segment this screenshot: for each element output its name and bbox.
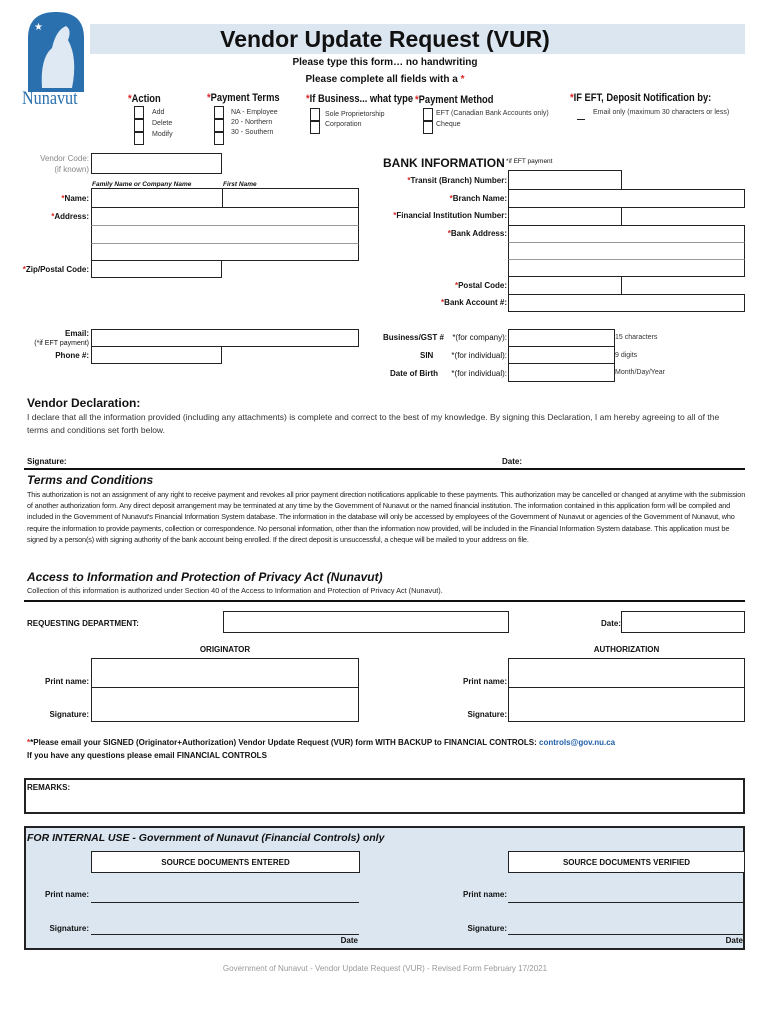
privacy-divider (24, 600, 745, 602)
checkbox-add[interactable] (134, 106, 144, 119)
checkbox-cheque[interactable] (423, 121, 433, 134)
option-email-only: Email only (maximum 30 characters or less) (593, 109, 730, 116)
verified-print-name-line[interactable] (508, 890, 745, 903)
source-documents-verified (508, 851, 745, 873)
originator-heading: ORIGINATOR (199, 645, 251, 654)
bank-info-note: *if EFT payment (506, 158, 553, 165)
bank-postal-input[interactable] (508, 276, 622, 295)
verified-signature-line[interactable] (508, 922, 745, 935)
checkbox-sole-proprietorship[interactable] (310, 108, 320, 121)
address-line-3-input[interactable] (91, 243, 359, 261)
address-line-1-input[interactable] (91, 207, 359, 226)
terms-text: This authorization is not an assignment of any right to receive payment and revokes all prior payment direction notifications applicable to these payments. This authorization may be cancelled or changed at anytime with the submission of another authorization form. Any direct deposit arrangement may be terminated at any time by the Government of Nunavut or the named financial institution. The information contained in this application form will be compiled and included in the Government of Nunavut's Financial Information System database. The information in the database will only be accessed by employees of the Government of Nunavut or agencies of the Government of Nunavut, who require the information to provide payments, collection or correspondence. No personal information, other than the information now provided, will be included in the Financial Information System database. This application must be signed by a person(s) with signing authority of the bank account being enrolled. If the direct deposit is unsuccessful, a cheque will be mailed to your address on file. (27, 490, 746, 544)
address-line-2-input[interactable] (91, 225, 359, 244)
controls-email-link[interactable]: controls@gov.nu.ca (539, 738, 616, 747)
subtitle-no-handwriting: Please type this form… no handwriting (292, 57, 478, 68)
authorization-heading: AUTHORIZATION (593, 645, 660, 654)
department-date-label: Date: (600, 619, 621, 628)
option-na-employee: NA - Employee (231, 109, 278, 116)
department-date-input[interactable] (621, 611, 745, 633)
transit-input[interactable] (508, 170, 622, 190)
phone-input[interactable] (91, 346, 222, 364)
authorization-signature-label: Signature: (467, 710, 507, 719)
postal-label: *Postal Code: (454, 281, 507, 290)
dob-hint: Month/Day/Year (615, 369, 665, 376)
page-title: Vendor Update Request (VUR) (220, 26, 550, 52)
declaration-signature-label: Signature: (27, 457, 67, 466)
email-notice-text: *Please email your SIGNED (Originator+Authorization) Vendor Update Request (VUR) form WITH BACKUP to FINANCIAL CONTROLS: (30, 738, 537, 747)
dob-sub-label: *(for individual): (451, 369, 507, 378)
checkbox-corporation[interactable] (310, 121, 320, 134)
internal-use-title: FOR INTERNAL USE - Government of Nunavut (Financial Controls) only (27, 832, 385, 844)
remarks-input[interactable] (24, 778, 745, 814)
transit-label: *Transit (Branch) Number: (407, 176, 507, 185)
option-eft: EFT (Canadian Bank Accounts only) (436, 110, 549, 117)
declaration-text: I declare that all the information provided (including any attachments) is complete and correct to the best of my knowledge. By signing this Declaration, I am hereby agreeing to all of the terms and conditions set forth below. (27, 412, 720, 435)
sin-hint: 9 digits (615, 352, 638, 359)
entered-date-label: Date (340, 936, 358, 945)
originator-signature-input[interactable] (91, 687, 359, 722)
footer: Government of Nunavut - Vendor Update Request (VUR) - Revised Form February 17/2021 (222, 964, 548, 973)
polar-bear-logo-icon (22, 8, 90, 92)
action-heading: *Action (128, 93, 161, 105)
zip-input[interactable] (91, 260, 222, 278)
checkbox-20-northern[interactable] (214, 119, 224, 132)
originator-print-name-input[interactable] (91, 658, 359, 689)
option-sole-proprietorship: Sole Proprietorship (325, 111, 385, 118)
entered-signature-line[interactable] (91, 922, 359, 935)
originator-signature-label: Signature: (49, 710, 89, 719)
source-documents-entered-label: SOURCE DOCUMENTS ENTERED (161, 857, 290, 867)
first-name-header: First Name (223, 181, 257, 188)
checkbox-email-only[interactable] (577, 110, 585, 120)
phone-label: Phone #: (55, 351, 89, 360)
declaration-date-label: Date: (502, 457, 523, 466)
option-delete: Delete (152, 120, 173, 127)
entered-signature-label: Signature: (49, 924, 89, 933)
gst-label: Business/GST # (383, 333, 444, 342)
authorization-signature-input[interactable] (508, 687, 745, 722)
privacy-title: Access to Information and Protection of Privacy Act (Nunavut) (27, 570, 383, 584)
source-documents-verified-label: SOURCE DOCUMENTS VERIFIED (562, 857, 691, 867)
authorization-print-name-input[interactable] (508, 658, 745, 689)
option-corporation: Corporation (325, 121, 362, 128)
option-modify: Modify (152, 131, 173, 138)
email-note: (*if EFT payment) (34, 340, 89, 347)
family-name-input[interactable] (91, 188, 224, 209)
questions-notice: If you have any questions please email FINANCIAL CONTROLS (27, 751, 267, 760)
email-notice: **Please email your SIGNED (Originator+Authorization) Vendor Update Request (VUR) form WITH BACKUP to FINANCIAL CONTROLS: controls@gov.nu.ca (27, 738, 616, 747)
fin-label: *Financial Institution Number: (393, 211, 507, 220)
first-name-input[interactable] (222, 188, 359, 209)
branch-name-input[interactable] (508, 189, 745, 208)
business-type-heading: *If Business... what type (306, 93, 414, 105)
vendor-code-label: Vendor Code: (40, 154, 89, 163)
subtitle-required (90, 74, 680, 85)
checkbox-modify[interactable] (134, 132, 144, 145)
nunavut-logo (22, 8, 90, 112)
originator-print-name-label: Print name: (44, 677, 89, 686)
bank-address-line-2-input[interactable] (508, 242, 745, 260)
bank-address-label: *Bank Address: (447, 229, 507, 238)
declaration-signature-line[interactable] (24, 468, 745, 470)
declaration-title: Vendor Declaration: (27, 396, 141, 410)
checkbox-eft[interactable] (423, 108, 433, 121)
terms-title: Terms and Conditions (27, 473, 154, 487)
checkbox-na-employee[interactable] (214, 106, 224, 119)
subtitle-required-text: Please complete all fields with a (305, 74, 458, 85)
vendor-code-input[interactable] (91, 153, 222, 174)
svg-text:★: ★ (34, 22, 43, 33)
gst-hint: 15 characters (615, 334, 658, 341)
email-input[interactable] (91, 329, 359, 347)
logo-text: Nunavut (22, 88, 78, 109)
dob-label: Date of Birth (390, 369, 438, 378)
option-cheque: Cheque (436, 121, 461, 128)
address-label: *Address: (51, 212, 89, 221)
privacy-text: Collection of this information is authorized under Section 40 of the Access to Information and Protection of Privacy Act (Nunavut). (27, 586, 443, 595)
authorization-print-name-label: Print name: (462, 677, 507, 686)
sin-input[interactable] (508, 346, 615, 364)
eft-notification-heading: *IF EFT, Deposit Notification by: (570, 92, 712, 104)
option-add: Add (152, 109, 165, 116)
verified-date-label: Date (725, 936, 743, 945)
verified-signature-label: Signature: (467, 924, 507, 933)
if-known-label: (if known) (54, 165, 89, 174)
bank-address-line-1-input[interactable] (508, 225, 745, 243)
fin-input[interactable] (508, 207, 622, 226)
gst-input[interactable] (508, 329, 615, 347)
checkbox-30-southern[interactable] (214, 132, 224, 145)
sin-label: SIN (420, 351, 434, 360)
name-label: *Name: (61, 194, 89, 203)
family-name-header: Family Name or Company Name (92, 181, 192, 188)
payment-method-heading: *Payment Method (415, 94, 494, 106)
entered-print-name-line[interactable] (91, 890, 359, 903)
payment-terms-heading: *Payment Terms (207, 92, 280, 104)
branch-label: *Branch Name: (449, 194, 507, 203)
requesting-department-label: REQUESTING DEPARTMENT: (27, 619, 139, 628)
checkbox-delete[interactable] (134, 119, 144, 132)
email-label: Email: (64, 329, 89, 338)
bank-account-input[interactable] (508, 294, 745, 312)
zip-label: *Zip/Postal Code: (22, 265, 89, 274)
entered-print-name-label: Print name: (44, 890, 89, 899)
remarks-label: REMARKS: (27, 783, 71, 792)
verified-print-name-label: Print name: (462, 890, 507, 899)
dob-input[interactable] (508, 363, 615, 382)
gst-sub-label: *(for company): (452, 333, 507, 342)
option-20-northern: 20 - Northern (231, 119, 273, 126)
bank-info-title: BANK INFORMATION (383, 156, 505, 170)
source-documents-entered (91, 851, 360, 873)
option-30-southern: 30 - Southern (231, 129, 274, 136)
requesting-department-input[interactable] (223, 611, 509, 633)
sin-sub-label: *(for individual): (451, 351, 507, 360)
asterisk: * (460, 74, 465, 85)
bank-address-line-3-input[interactable] (508, 259, 745, 277)
account-label: *Bank Account #: (441, 298, 507, 307)
